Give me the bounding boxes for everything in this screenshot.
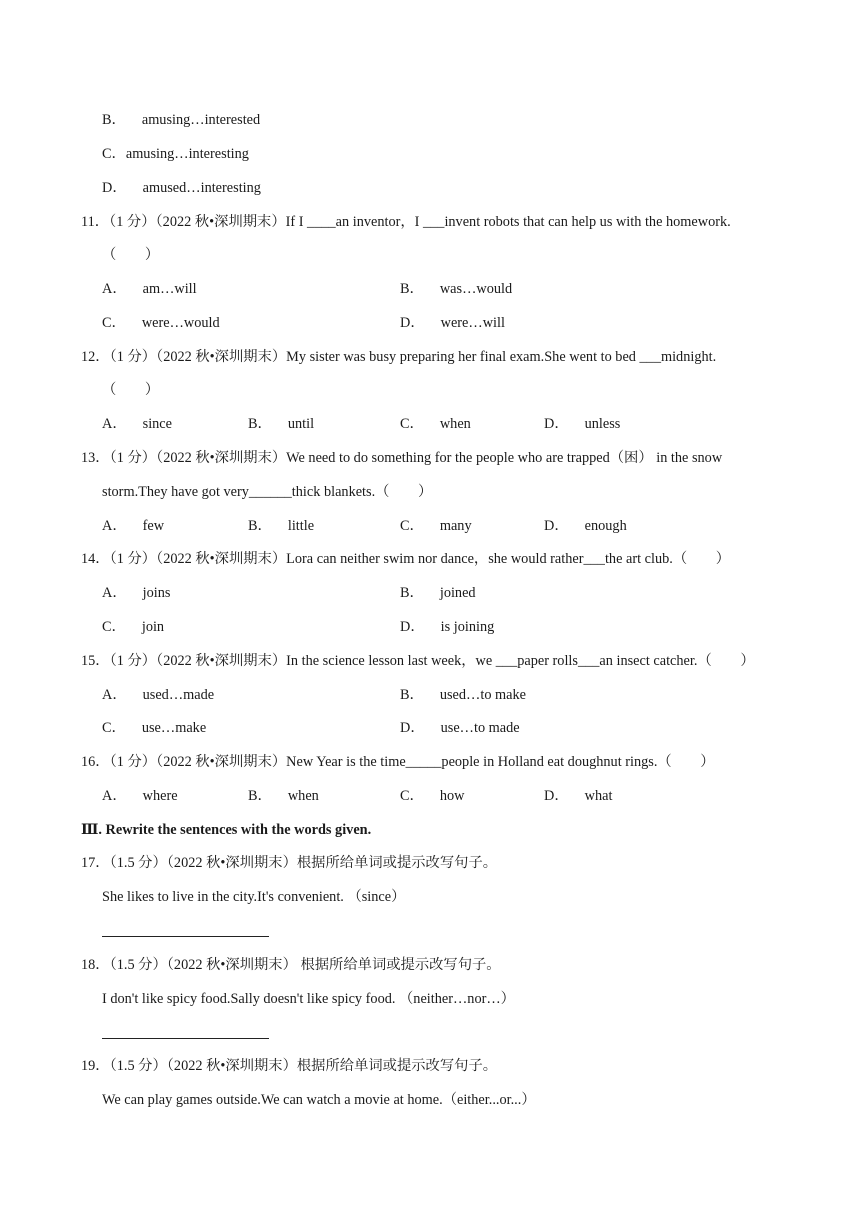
option-15-d [400,718,520,738]
option-text: what [584,788,613,804]
option-11-c [102,313,220,333]
option-letter: C． [102,146,126,162]
section-heading: Ⅲ. Rewrite the sentences with the words given. [81,822,372,838]
option-text: amused…interesting [142,180,261,196]
question-14-stem: 14．（1 分）（2022 秋•深圳期末）Lora can neither swim nor dance，she would rather___the art club.（ ） [81,551,731,567]
option-letter: B． [102,112,126,128]
option-letter: B． [400,281,424,297]
option-letter: B． [400,687,424,703]
option-16-c [400,786,464,806]
option-text: how [439,788,465,804]
option-text: joins [142,585,171,601]
option-letter: A． [102,687,127,703]
question-15-stem: 15．（1 分）（2022 秋•深圳期末）In the science lesson last week，we ___paper rolls___an insect catcher.（ ） [81,653,755,669]
option-13-b [248,516,314,536]
option-14-d [400,617,494,637]
option-14-a [102,583,170,603]
question-11-stem: 11．（1 分）（2022 秋•深圳期末）If I ____an inventor，I ___invent robots that can help us with the homework. [81,214,731,230]
option-text: used…to make [439,687,527,703]
option-text: since [142,416,173,432]
option-10-b [102,110,260,130]
option-text: amusing…interested [141,112,261,128]
option-11-d [400,313,505,333]
option-text: when [287,788,319,804]
option-14-c [102,617,164,637]
option-16-b [248,786,319,806]
question-13-stem-continued: storm.They have got very______thick blankets.（ ） [102,484,433,500]
option-letter: C． [400,416,424,432]
option-letter: D． [544,416,569,432]
option-letter: C． [102,720,126,736]
option-text: use…make [141,720,207,736]
option-10-d [102,178,261,198]
option-text: little [287,518,315,534]
option-letter: C． [102,315,126,331]
question-12-paren: （ ） [102,382,160,398]
option-text: enough [584,518,627,534]
option-letter: B． [248,416,272,432]
option-12-d [544,414,620,434]
question-18-stem: 18．（1.5 分）（2022 秋•深圳期末） 根据所给单词或提示改写句子。 [81,957,501,973]
option-16-a [102,786,178,806]
option-letter: A． [102,416,127,432]
question-12-stem: 12．（1 分）（2022 秋•深圳期末）My sister was busy preparing her final exam.She went to bed ___midnight. [81,349,717,365]
option-11-a [102,279,197,299]
option-12-a [102,414,172,434]
option-text: were…would [141,315,220,331]
option-text: unless [584,416,621,432]
option-text: join [141,619,165,635]
option-letter: B． [248,518,272,534]
option-text: until [287,416,315,432]
option-letter: A． [102,788,127,804]
question-19-stem: 19．（1.5 分）（2022 秋•深圳期末）根据所给单词或提示改写句子。 [81,1058,498,1074]
option-15-b [400,685,526,705]
option-letter: C． [400,788,424,804]
option-15-c [102,718,206,738]
option-letter: D． [400,619,425,635]
option-15-a [102,685,214,705]
option-letter: A． [102,518,127,534]
answer-blank-18[interactable] [102,1038,269,1039]
option-text: used…made [142,687,215,703]
option-14-b [400,583,476,603]
option-text: many [439,518,472,534]
option-letter: D． [400,720,425,736]
option-letter: A． [102,281,127,297]
option-text: joined [439,585,476,601]
option-letter: B． [248,788,272,804]
option-letter: A． [102,585,127,601]
question-18-sentence: I don't like spicy food.Sally doesn't like spicy food. （neither…nor…） [102,991,515,1007]
option-11-b [400,279,512,299]
option-letter: D． [544,518,569,534]
question-13-stem: 13．（1 分）（2022 秋•深圳期末）We need to do something for the people who are trapped（困） in the snow [81,450,723,466]
option-text: am…will [142,281,197,297]
option-letter: C． [102,619,126,635]
option-12-c [400,414,471,434]
option-10-c [102,144,249,164]
option-letter: D． [544,788,569,804]
option-letter: B． [400,585,424,601]
option-text: when [439,416,471,432]
option-text: use…to made [440,720,520,736]
question-17-sentence: She likes to live in the city.It's convenient. （since） [102,889,406,905]
option-16-d [544,786,612,806]
answer-blank-17[interactable] [102,936,269,937]
option-text: is joining [440,619,495,635]
question-19-sentence: We can play games outside.We can watch a movie at home.（either...or...） [102,1092,536,1108]
question-17-stem: 17．（1.5 分）（2022 秋•深圳期末）根据所给单词或提示改写句子。 [81,855,498,871]
option-text: was…would [439,281,513,297]
option-text: were…will [440,315,505,331]
option-13-a [102,516,164,536]
option-13-c [400,516,472,536]
option-13-d [544,516,627,536]
option-12-b [248,414,314,434]
option-letter: C． [400,518,424,534]
option-text: amusing…interesting [125,146,249,162]
question-16-stem: 16．（1 分）（2022 秋•深圳期末）New Year is the time_____people in Holland eat doughnut rings.（ ） [81,754,715,770]
question-11-paren: （ ） [102,247,160,263]
option-letter: D． [102,180,127,196]
option-text: few [142,518,165,534]
option-text: where [142,788,178,804]
option-letter: D． [400,315,425,331]
